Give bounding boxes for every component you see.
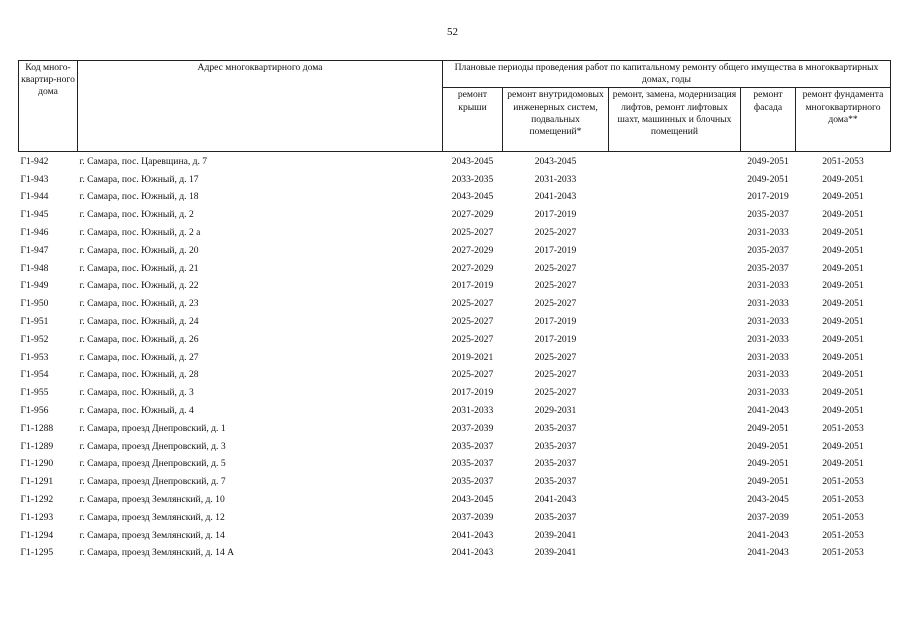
cell-address: г. Самара, пос. Южный, д. 4 bbox=[79, 404, 194, 416]
cell-address: г. Самара, пос. Южный, д. 3 bbox=[79, 387, 194, 399]
cell-code: Г1-949 bbox=[20, 280, 49, 292]
cell-address: г. Самара, проезд Днепровский, д. 3 bbox=[79, 440, 226, 452]
cell-address: г. Самара, пос. Южный, д. 2 а bbox=[79, 226, 201, 238]
header-engineering: ремонт внутридомовых инженерных систем, подвальных помещений* bbox=[503, 88, 609, 152]
cell-engineering: 2035-2037 bbox=[534, 422, 577, 434]
cell-roof: 2041-2043 bbox=[451, 547, 494, 559]
cell-facade: 2049-2051 bbox=[747, 476, 789, 488]
cell-lifts bbox=[609, 224, 741, 242]
cell-lifts bbox=[609, 330, 741, 348]
cell-code: Г1-1288 bbox=[20, 422, 54, 434]
cell-engineering: 2039-2041 bbox=[534, 547, 577, 559]
cell-engineering: 2017-2019 bbox=[534, 244, 577, 256]
cell-facade: 2041-2043 bbox=[747, 529, 789, 541]
cell-lifts bbox=[609, 348, 741, 366]
cell-roof: 2027-2029 bbox=[451, 244, 494, 256]
cell-code: Г1-953 bbox=[20, 351, 49, 363]
cell-code: Г1-952 bbox=[20, 333, 49, 345]
cell-foundation: 2051-2053 bbox=[822, 493, 864, 505]
table-row bbox=[19, 259, 891, 277]
cell-roof: 2035-2037 bbox=[451, 458, 494, 470]
cell-foundation: 2049-2051 bbox=[822, 280, 864, 292]
cell-foundation: 2049-2051 bbox=[822, 173, 864, 185]
header-periods: Плановые периоды проведения работ по капитальному ремонту общего имущества в многоквартирных домах, годы bbox=[443, 61, 891, 88]
header-foundation: ремонт фундамента многоквартирного дома** bbox=[796, 88, 891, 152]
cell-roof: 2025-2027 bbox=[451, 333, 494, 345]
cell-code: Г1-1295 bbox=[20, 547, 54, 559]
cell-code: Г1-951 bbox=[20, 315, 49, 327]
cell-lifts bbox=[609, 366, 741, 384]
table-row bbox=[19, 241, 891, 259]
cell-address: г. Самара, пос. Царевщина, д. 7 bbox=[79, 155, 208, 167]
table-row bbox=[19, 313, 891, 331]
cell-address: г. Самара, пос. Южный, д. 27 bbox=[79, 351, 199, 363]
cell-address: г. Самара, пос. Южный, д. 17 bbox=[79, 173, 199, 185]
table-row bbox=[19, 152, 891, 170]
cell-engineering: 2035-2037 bbox=[534, 511, 577, 523]
cell-engineering: 2025-2027 bbox=[534, 262, 577, 274]
cell-lifts bbox=[609, 402, 741, 420]
cell-foundation: 2051-2053 bbox=[822, 547, 864, 559]
cell-facade: 2031-2033 bbox=[747, 369, 789, 381]
cell-facade: 2031-2033 bbox=[747, 351, 789, 363]
cell-lifts bbox=[609, 313, 741, 331]
cell-lifts bbox=[609, 526, 741, 544]
cell-roof: 2025-2027 bbox=[451, 226, 494, 238]
cell-facade: 2031-2033 bbox=[747, 387, 789, 399]
header-address: Адрес многоквартирного дома bbox=[78, 61, 443, 152]
cell-roof: 2025-2027 bbox=[451, 298, 494, 310]
cell-engineering: 2041-2043 bbox=[534, 493, 577, 505]
table-body bbox=[19, 152, 891, 562]
cell-foundation: 2049-2051 bbox=[822, 351, 864, 363]
cell-foundation: 2051-2053 bbox=[822, 511, 864, 523]
cell-facade: 2035-2037 bbox=[747, 244, 789, 256]
cell-roof: 2041-2043 bbox=[451, 529, 494, 541]
table-row bbox=[19, 188, 891, 206]
table-row bbox=[19, 295, 891, 313]
cell-facade: 2049-2051 bbox=[747, 173, 789, 185]
cell-code: Г1-1293 bbox=[20, 511, 54, 523]
cell-engineering: 2025-2027 bbox=[534, 351, 577, 363]
cell-address: г. Самара, пос. Южный, д. 20 bbox=[79, 244, 199, 256]
table-header bbox=[19, 61, 891, 152]
cell-roof: 2019-2021 bbox=[451, 351, 494, 363]
cell-code: Г1-945 bbox=[20, 209, 49, 221]
cell-lifts bbox=[609, 206, 741, 224]
cell-engineering: 2043-2045 bbox=[534, 155, 577, 167]
cell-address: г. Самара, проезд Днепровский, д. 7 bbox=[79, 476, 226, 488]
cell-foundation: 2049-2051 bbox=[822, 440, 864, 452]
cell-roof: 2027-2029 bbox=[451, 262, 494, 274]
cell-code: Г1-954 bbox=[20, 369, 49, 381]
cell-engineering: 2035-2037 bbox=[534, 476, 577, 488]
table-row bbox=[19, 170, 891, 188]
cell-lifts bbox=[609, 473, 741, 491]
cell-facade: 2049-2051 bbox=[747, 440, 789, 452]
cell-address: г. Самара, пос. Южный, д. 26 bbox=[79, 333, 199, 345]
cell-foundation: 2049-2051 bbox=[822, 191, 864, 203]
table-row bbox=[19, 526, 891, 544]
cell-facade: 2031-2033 bbox=[747, 298, 789, 310]
table-row bbox=[19, 508, 891, 526]
cell-roof: 2043-2045 bbox=[451, 155, 494, 167]
cell-lifts bbox=[609, 259, 741, 277]
cell-foundation: 2049-2051 bbox=[822, 387, 864, 399]
cell-address: г. Самара, пос. Южный, д. 24 bbox=[79, 315, 199, 327]
table-row bbox=[19, 544, 891, 562]
cell-engineering: 2017-2019 bbox=[534, 315, 577, 327]
cell-foundation: 2049-2051 bbox=[822, 458, 864, 470]
cell-roof: 2033-2035 bbox=[451, 173, 494, 185]
cell-code: Г1-948 bbox=[20, 262, 49, 274]
table-row bbox=[19, 473, 891, 491]
cell-foundation: 2049-2051 bbox=[822, 369, 864, 381]
cell-facade: 2043-2045 bbox=[747, 493, 789, 505]
cell-code: Г1-1289 bbox=[20, 440, 54, 452]
cell-foundation: 2049-2051 bbox=[822, 404, 864, 416]
cell-address: г. Самара, проезд Землянский, д. 10 bbox=[79, 493, 225, 505]
cell-address: г. Самара, пос. Южный, д. 28 bbox=[79, 369, 199, 381]
cell-address: г. Самара, пос. Южный, д. 18 bbox=[79, 191, 199, 203]
cell-engineering: 2041-2043 bbox=[534, 191, 577, 203]
table-row bbox=[19, 366, 891, 384]
cell-code: Г1-1292 bbox=[20, 493, 54, 505]
table-row bbox=[19, 437, 891, 455]
cell-code: Г1-944 bbox=[20, 191, 49, 203]
cell-foundation: 2049-2051 bbox=[822, 244, 864, 256]
cell-roof: 2043-2045 bbox=[451, 493, 494, 505]
cell-lifts bbox=[609, 544, 741, 562]
cell-facade: 2017-2019 bbox=[747, 191, 789, 203]
cell-engineering: 2025-2027 bbox=[534, 298, 577, 310]
cell-facade: 2031-2033 bbox=[747, 226, 789, 238]
cell-code: Г1-955 bbox=[20, 387, 49, 399]
cell-engineering: 2035-2037 bbox=[534, 440, 577, 452]
cell-foundation: 2049-2051 bbox=[822, 209, 864, 221]
header-facade: ремонт фасада bbox=[741, 88, 796, 152]
cell-facade: 2037-2039 bbox=[747, 511, 789, 523]
cell-address: г. Самара, пос. Южный, д. 22 bbox=[79, 280, 199, 292]
cell-facade: 2049-2051 bbox=[747, 422, 789, 434]
cell-lifts bbox=[609, 491, 741, 509]
cell-lifts bbox=[609, 170, 741, 188]
table-row bbox=[19, 224, 891, 242]
cell-roof: 2025-2027 bbox=[451, 369, 494, 381]
cell-foundation: 2049-2051 bbox=[822, 262, 864, 274]
cell-facade: 2035-2037 bbox=[747, 209, 789, 221]
cell-address: г. Самара, проезд Днепровский, д. 5 bbox=[79, 458, 226, 470]
cell-code: Г1-1291 bbox=[20, 476, 54, 488]
cell-foundation: 2051-2053 bbox=[822, 422, 864, 434]
cell-facade: 2031-2033 bbox=[747, 333, 789, 345]
cell-lifts bbox=[609, 437, 741, 455]
cell-code: Г1-946 bbox=[20, 226, 49, 238]
cell-lifts bbox=[609, 455, 741, 473]
cell-facade: 2031-2033 bbox=[747, 315, 789, 327]
cell-address: г. Самара, проезд Землянский, д. 12 bbox=[79, 511, 225, 523]
cell-foundation: 2049-2051 bbox=[822, 298, 864, 310]
cell-roof: 2037-2039 bbox=[451, 511, 494, 523]
repair-schedule-table bbox=[18, 60, 891, 562]
table-row bbox=[19, 402, 891, 420]
cell-lifts bbox=[609, 295, 741, 313]
table-row bbox=[19, 206, 891, 224]
cell-facade: 2041-2043 bbox=[747, 404, 789, 416]
table-row bbox=[19, 491, 891, 509]
table-row bbox=[19, 277, 891, 295]
cell-engineering: 2029-2031 bbox=[534, 404, 577, 416]
cell-lifts bbox=[609, 241, 741, 259]
cell-lifts bbox=[609, 152, 741, 170]
cell-roof: 2025-2027 bbox=[451, 315, 494, 327]
cell-foundation: 2049-2051 bbox=[822, 226, 864, 238]
cell-roof: 2037-2039 bbox=[451, 422, 494, 434]
cell-roof: 2017-2019 bbox=[451, 387, 494, 399]
cell-code: Г1-942 bbox=[20, 155, 49, 167]
cell-facade: 2031-2033 bbox=[747, 280, 789, 292]
header-lifts: ремонт, замена, модернизация лифтов, ремонт лифтовых шахт, машинных и блочных помещений bbox=[609, 88, 741, 152]
cell-engineering: 2025-2027 bbox=[534, 280, 577, 292]
cell-engineering: 2017-2019 bbox=[534, 333, 577, 345]
cell-code: Г1-950 bbox=[20, 298, 49, 310]
cell-facade: 2049-2051 bbox=[747, 458, 789, 470]
cell-facade: 2035-2037 bbox=[747, 262, 789, 274]
cell-roof: 2035-2037 bbox=[451, 440, 494, 452]
cell-facade: 2049-2051 bbox=[747, 155, 789, 167]
cell-code: Г1-956 bbox=[20, 404, 49, 416]
cell-facade: 2041-2043 bbox=[747, 547, 789, 559]
cell-lifts bbox=[609, 188, 741, 206]
table-row bbox=[19, 348, 891, 366]
cell-foundation: 2051-2053 bbox=[822, 529, 864, 541]
cell-foundation: 2049-2051 bbox=[822, 315, 864, 327]
cell-address: г. Самара, пос. Южный, д. 2 bbox=[79, 209, 194, 221]
table-row bbox=[19, 455, 891, 473]
cell-engineering: 2031-2033 bbox=[534, 173, 577, 185]
cell-address: г. Самара, проезд Землянский, д. 14 А bbox=[79, 547, 235, 559]
cell-roof: 2043-2045 bbox=[451, 191, 494, 203]
cell-code: Г1-1294 bbox=[20, 529, 54, 541]
cell-engineering: 2025-2027 bbox=[534, 226, 577, 238]
cell-code: Г1-1290 bbox=[20, 458, 54, 470]
header-roof: ремонт крыши bbox=[443, 88, 503, 152]
cell-code: Г1-943 bbox=[20, 173, 49, 185]
table-row bbox=[19, 330, 891, 348]
cell-engineering: 2017-2019 bbox=[534, 209, 577, 221]
cell-roof: 2017-2019 bbox=[451, 280, 494, 292]
cell-lifts bbox=[609, 419, 741, 437]
cell-address: г. Самара, пос. Южный, д. 21 bbox=[79, 262, 199, 274]
cell-address: г. Самара, пос. Южный, д. 23 bbox=[79, 298, 199, 310]
cell-foundation: 2051-2053 bbox=[822, 155, 864, 167]
cell-engineering: 2039-2041 bbox=[534, 529, 577, 541]
cell-lifts bbox=[609, 277, 741, 295]
cell-lifts bbox=[609, 508, 741, 526]
cell-lifts bbox=[609, 384, 741, 402]
cell-roof: 2027-2029 bbox=[451, 209, 494, 221]
header-code: Код много-квартир-ного дома bbox=[19, 61, 78, 152]
cell-roof: 2031-2033 bbox=[451, 404, 494, 416]
cell-engineering: 2025-2027 bbox=[534, 369, 577, 381]
table-row bbox=[19, 419, 891, 437]
cell-roof: 2035-2037 bbox=[451, 476, 494, 488]
cell-foundation: 2049-2051 bbox=[822, 333, 864, 345]
cell-code: Г1-947 bbox=[20, 244, 49, 256]
page-number: 52 bbox=[447, 26, 458, 38]
table-row bbox=[19, 384, 891, 402]
cell-address: г. Самара, проезд Днепровский, д. 1 bbox=[79, 422, 226, 434]
cell-address: г. Самара, проезд Землянский, д. 14 bbox=[79, 529, 225, 541]
cell-foundation: 2051-2053 bbox=[822, 476, 864, 488]
cell-engineering: 2025-2027 bbox=[534, 387, 577, 399]
cell-engineering: 2035-2037 bbox=[534, 458, 577, 470]
